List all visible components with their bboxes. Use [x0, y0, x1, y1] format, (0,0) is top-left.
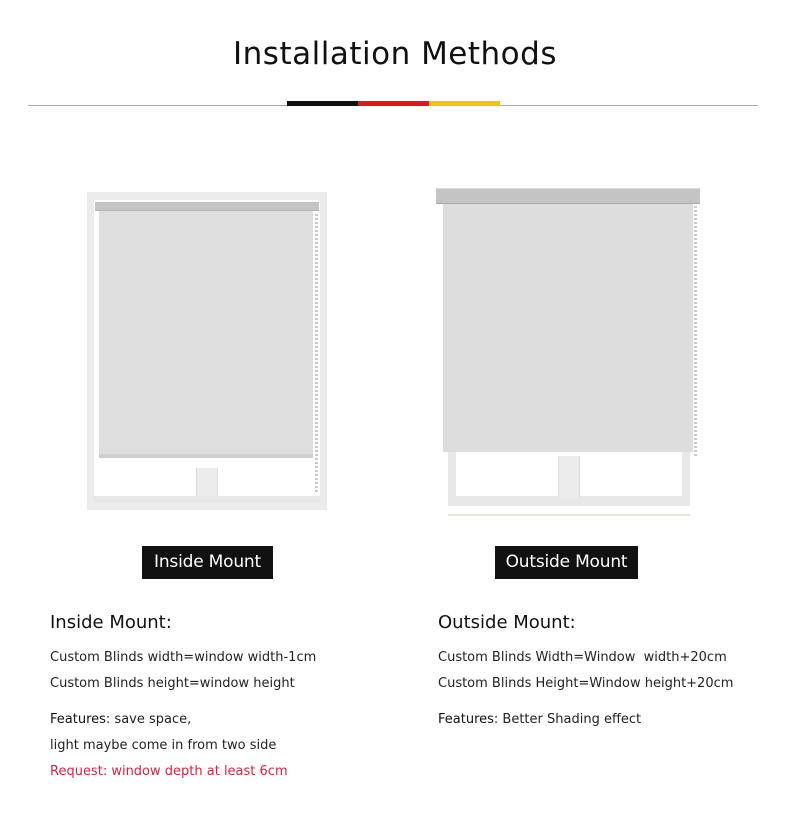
outside-mount-heading: Outside Mount:	[438, 612, 576, 633]
features-text: : Better Shading effect	[493, 712, 642, 727]
accent-stripe-gold	[429, 101, 500, 106]
features-text: : save space,	[105, 712, 192, 727]
outside-width-formula: Custom Blinds Width=Window width+20cm	[438, 650, 727, 665]
request-text: : window depth at least 6cm	[102, 764, 288, 779]
page-title: Installation Methods	[233, 36, 557, 72]
window-sill	[94, 496, 320, 502]
inside-mount-illustration	[87, 192, 327, 510]
outside-features	[438, 707, 778, 733]
outside-mount-illustration	[436, 186, 702, 520]
window-mullion	[558, 456, 580, 498]
outside-mount-badge: Outside Mount	[495, 546, 638, 579]
sill-line	[448, 514, 690, 516]
inside-mount-badge: Inside Mount	[142, 546, 273, 579]
inside-mount-heading: Inside Mount:	[50, 612, 172, 633]
inside-features	[50, 707, 390, 733]
accent-stripe-red	[358, 101, 429, 106]
pull-chain	[315, 214, 318, 494]
roller-headrail	[95, 202, 319, 211]
outside-mount-details	[438, 612, 778, 733]
accent-stripe-black	[287, 101, 358, 106]
inside-width-formula: Custom Blinds width=window width-1cm	[50, 650, 317, 665]
roller-headrail	[436, 188, 700, 204]
blind-fabric	[443, 203, 693, 452]
features-label: Features	[438, 712, 494, 727]
inside-request	[50, 759, 390, 785]
inside-features-continued: light maybe come in from two side	[50, 738, 277, 753]
request-label: Request	[50, 764, 103, 779]
blind-bottom-bar	[99, 454, 313, 458]
pull-chain	[694, 206, 697, 456]
features-label: Features	[50, 712, 106, 727]
inside-height-formula: Custom Blinds height=window height	[50, 676, 295, 691]
inside-mount-details	[50, 612, 390, 785]
outside-height-formula: Custom Blinds Height=Window height+20cm	[438, 676, 734, 691]
blind-fabric	[99, 211, 313, 456]
